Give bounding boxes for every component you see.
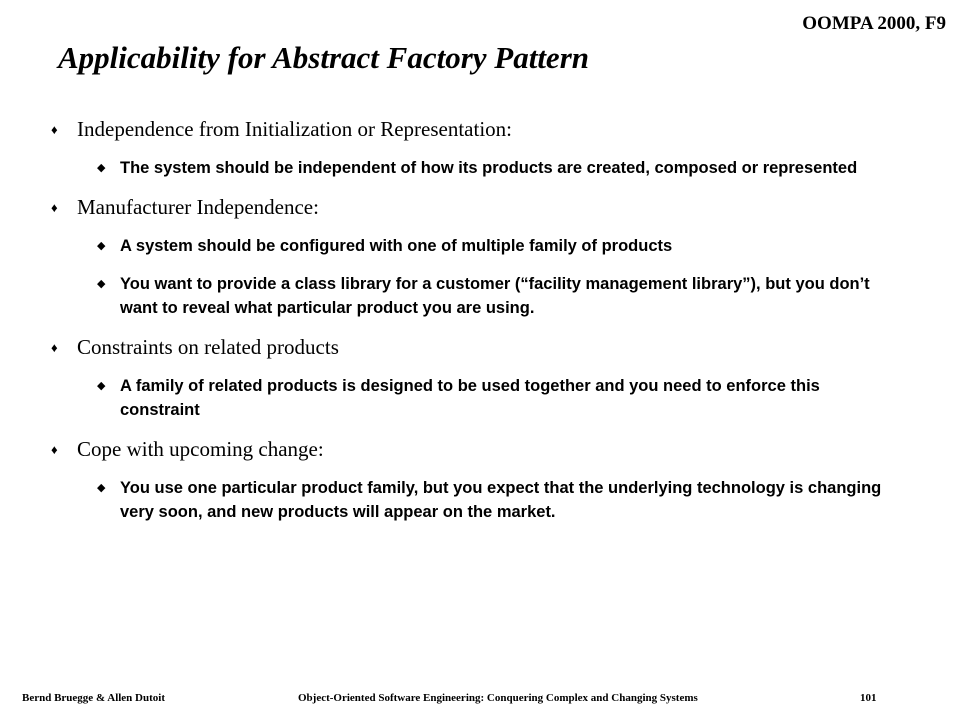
sub-bullet-item (50, 476, 890, 524)
sub-bullet-text: A family of related products is designed to be used together and you need to enforce this constraint (120, 377, 820, 419)
diamond-sub-bullet-icon: ◆ (97, 482, 106, 494)
course-tag: OOMPA 2000, F9 (802, 13, 946, 34)
sub-bullet-item (50, 272, 890, 320)
bullet-text: Constraints on related products (77, 335, 339, 359)
bullet-text: Cope with upcoming change: (77, 437, 324, 461)
bullet-item (50, 334, 890, 360)
diamond-bullet-icon: ♦ (51, 442, 58, 457)
diamond-bullet-icon: ♦ (51, 122, 58, 137)
diamond-sub-bullet-icon: ◆ (97, 380, 106, 392)
diamond-bullet-icon: ♦ (51, 340, 58, 355)
slide-title: Applicability for Abstract Factory Pattern (58, 40, 589, 75)
footer-book-title: Object-Oriented Software Engineering: Conquering Complex and Changing Systems (298, 692, 698, 704)
bullet-list (50, 116, 890, 538)
sub-bullet-item (50, 374, 890, 422)
diamond-sub-bullet-icon: ◆ (97, 162, 106, 174)
sub-bullet-text: You use one particular product family, but you expect that the underlying technology is changing very soon, and new products will appear on the market. (120, 479, 882, 521)
sub-bullet-text: A system should be configured with one of multiple family of products (120, 237, 673, 255)
sub-bullet-item (50, 234, 890, 258)
bullet-item (50, 116, 890, 142)
bullet-item (50, 194, 890, 220)
sub-bullet-text: You want to provide a class library for a customer (“facility management library”), but you don’t want to reveal what particular product you are using. (120, 275, 870, 317)
footer-page-number: 101 (860, 692, 877, 704)
diamond-sub-bullet-icon: ◆ (97, 278, 106, 290)
bullet-text: Independence from Initialization or Representation: (77, 117, 513, 141)
bullet-text: Manufacturer Independence: (77, 195, 319, 219)
sub-bullet-item (50, 156, 890, 180)
sub-bullet-text: The system should be independent of how its products are created, composed or represented (120, 159, 858, 177)
footer-authors: Bernd Bruegge & Allen Dutoit (22, 692, 165, 704)
diamond-bullet-icon: ♦ (51, 200, 58, 215)
diamond-sub-bullet-icon: ◆ (97, 240, 106, 252)
bullet-item (50, 436, 890, 462)
